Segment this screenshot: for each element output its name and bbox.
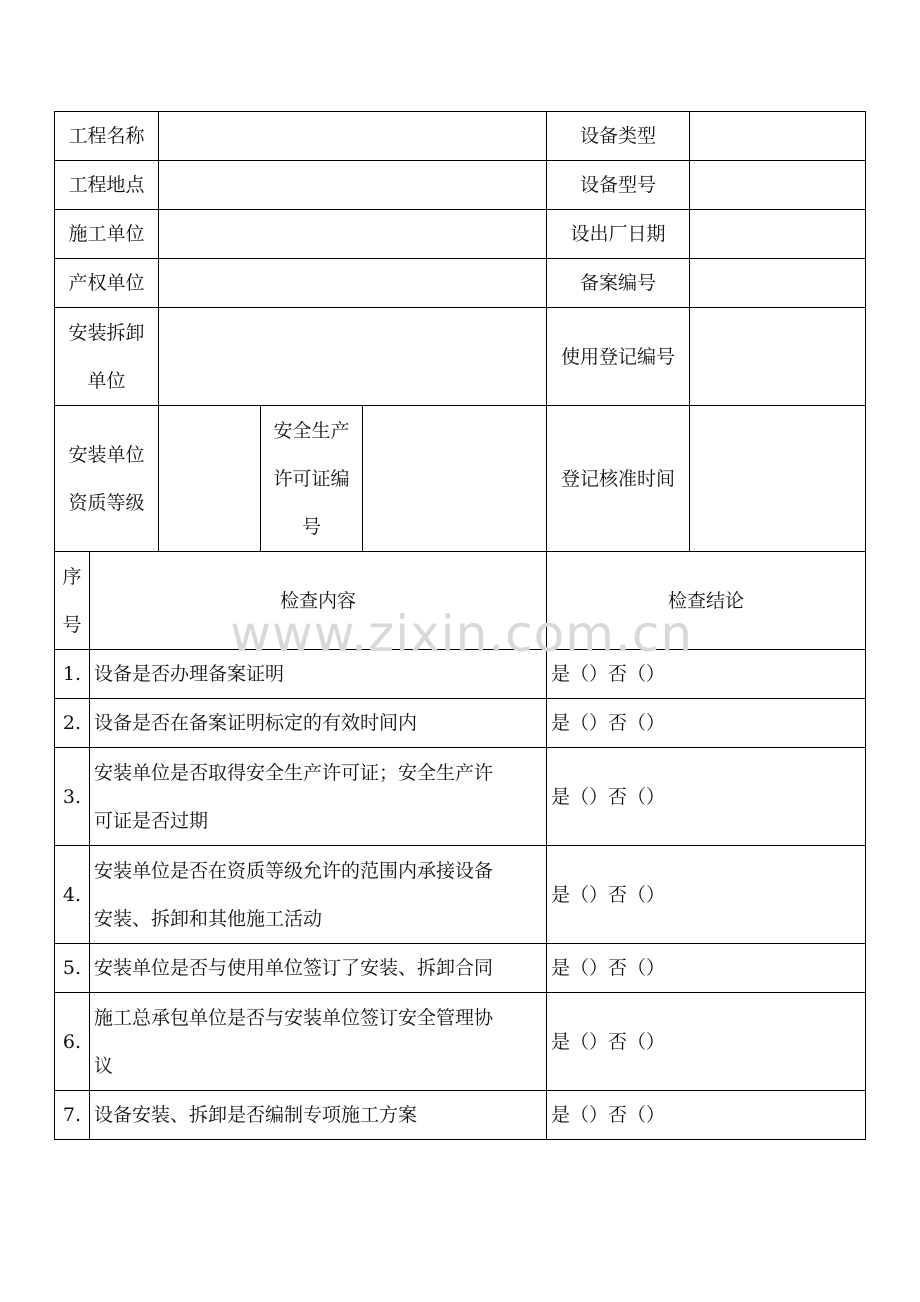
item-number: 2.: [55, 699, 90, 748]
item-content-line1: 设备是否办理备案证明: [94, 663, 285, 685]
row-project-location: [55, 161, 866, 210]
qualification-label: [55, 406, 159, 552]
item-content: [90, 846, 547, 944]
item-content-line2: 议: [94, 1054, 114, 1077]
project-location-label: 工程地点: [55, 161, 159, 210]
item-content-line1: 安装单位是否与使用单位签订了安装、拆卸合同: [94, 957, 494, 979]
table-row: [55, 944, 866, 993]
safety-license-label: [261, 406, 363, 552]
install-unit-label-line2: 单位: [87, 369, 126, 392]
safety-license-label-line1: 安全生产: [273, 419, 350, 442]
item-conclusion[interactable]: 是（）否（）: [547, 1091, 866, 1140]
qualification-label-line1: 安装单位: [68, 443, 145, 466]
check-conclusion-header: 检查结论: [547, 552, 866, 650]
manufacture-date-value[interactable]: [690, 210, 866, 259]
row-construction-unit: [55, 210, 866, 259]
row-property-unit: [55, 259, 866, 308]
item-content-line1: 设备是否在备案证明标定的有效时间内: [94, 712, 418, 734]
item-content-line1: 设备安装、拆卸是否编制专项施工方案: [94, 1104, 418, 1126]
item-conclusion[interactable]: 是（）否（）: [547, 699, 866, 748]
table-row: [55, 748, 866, 846]
equipment-model-label: 设备型号: [547, 161, 690, 210]
manufacture-date-label: 设出厂日期: [547, 210, 690, 259]
seq-header: [55, 552, 90, 650]
project-location-value[interactable]: [159, 161, 547, 210]
item-conclusion[interactable]: 是（）否（）: [547, 846, 866, 944]
item-content-line2: 可证是否过期: [94, 809, 209, 832]
equipment-model-value[interactable]: [690, 161, 866, 210]
equipment-type-value[interactable]: [690, 112, 866, 161]
inspection-form-table: [54, 111, 866, 1140]
safety-license-label-line2: 许可证编: [273, 467, 350, 490]
item-content-line2: 安装、拆卸和其他施工活动: [94, 907, 323, 930]
table-row: [55, 650, 866, 699]
project-name-label: 工程名称: [55, 112, 159, 161]
row-project-name: [55, 112, 866, 161]
project-name-value[interactable]: [159, 112, 547, 161]
item-content: [90, 1091, 547, 1140]
item-content: [90, 944, 547, 993]
construction-unit-label: 施工单位: [55, 210, 159, 259]
row-qualification: [55, 406, 866, 552]
table-row: [55, 993, 866, 1091]
watermark: www.zixin.com.cn: [230, 605, 694, 663]
item-number: 5.: [55, 944, 90, 993]
seq-header-line1: 序: [62, 565, 82, 588]
safety-license-label-line3: 号: [302, 515, 322, 538]
item-number: 7.: [55, 1091, 90, 1140]
registration-time-label: 登记核准时间: [547, 406, 690, 552]
item-number: 6.: [55, 993, 90, 1091]
item-conclusion[interactable]: 是（）否（）: [547, 748, 866, 846]
item-conclusion[interactable]: 是（）否（）: [547, 650, 866, 699]
record-number-label: 备案编号: [547, 259, 690, 308]
seq-header-line2: 号: [62, 613, 82, 636]
check-header-row: [55, 552, 866, 650]
property-unit-value[interactable]: [159, 259, 547, 308]
equipment-type-label: 设备类型: [547, 112, 690, 161]
install-unit-value[interactable]: [159, 308, 547, 406]
qualification-label-line2: 资质等级: [68, 491, 145, 514]
install-unit-label-line1: 安装拆卸: [68, 321, 145, 344]
item-conclusion[interactable]: 是（）否（）: [547, 993, 866, 1091]
construction-unit-value[interactable]: [159, 210, 547, 259]
install-unit-label: [55, 308, 159, 406]
item-content: [90, 748, 547, 846]
item-content-line1: 安装单位是否取得安全生产许可证；安全生产许: [94, 761, 494, 784]
item-content: [90, 993, 547, 1091]
item-content: [90, 699, 547, 748]
qualification-value[interactable]: [159, 406, 261, 552]
check-content-header: 检查内容: [90, 552, 547, 650]
record-number-value[interactable]: [690, 259, 866, 308]
item-content: [90, 650, 547, 699]
item-content-line1: 施工总承包单位是否与安装单位签订安全管理协: [94, 1006, 494, 1029]
safety-license-value[interactable]: [363, 406, 547, 552]
item-content-line1: 安装单位是否在资质等级允许的范围内承接设备: [94, 859, 494, 882]
row-install-unit: [55, 308, 866, 406]
usage-registration-label: 使用登记编号: [547, 308, 690, 406]
table-row: [55, 1091, 866, 1140]
table-row: [55, 846, 866, 944]
table-row: [55, 699, 866, 748]
item-number: 4.: [55, 846, 90, 944]
usage-registration-value[interactable]: [690, 308, 866, 406]
item-conclusion[interactable]: 是（）否（）: [547, 944, 866, 993]
item-number: 1.: [55, 650, 90, 699]
item-number: 3.: [55, 748, 90, 846]
property-unit-label: 产权单位: [55, 259, 159, 308]
registration-time-value[interactable]: [690, 406, 866, 552]
